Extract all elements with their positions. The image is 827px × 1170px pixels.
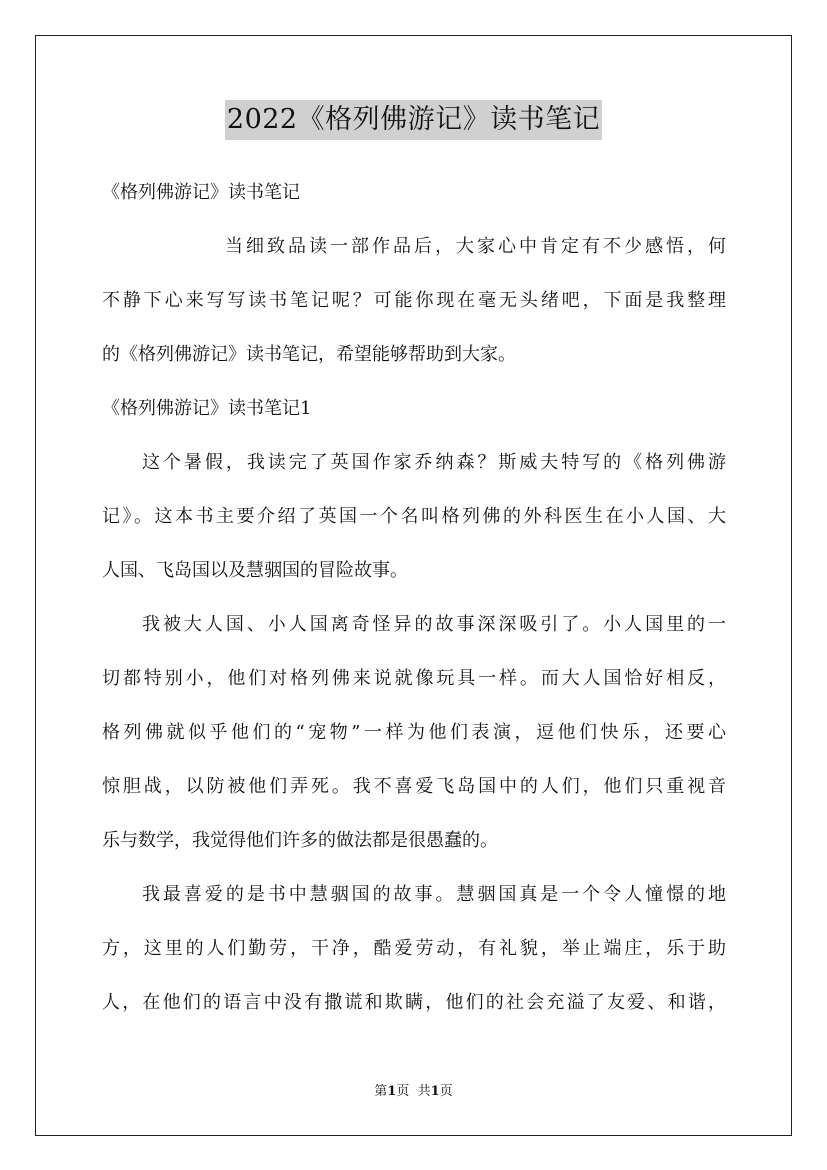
- paragraph-line: 这个暑假，我读完了英国作家乔纳森？斯威夫特写的《格列佛游: [142, 452, 726, 473]
- subtitle-line: 《格列佛游记》读书笔记: [102, 182, 300, 203]
- section-heading: 《格列佛游记》读书笔记1: [102, 398, 312, 419]
- page-footer: [0, 1082, 827, 1102]
- paragraph-line: 记》。这本书主要介绍了英国一个名叫格列佛的外科医生在小人国、大: [102, 506, 726, 527]
- page-prefix: 第: [374, 1084, 388, 1099]
- paragraph-line: 不静下心来写写读书笔记呢？可能你现在毫无头绪吧，下面是我整理: [102, 290, 726, 311]
- page-number: 1: [387, 1084, 397, 1099]
- paragraph-line: 人国、飞岛国以及慧骃国的冒险故事。: [102, 560, 408, 581]
- paragraph-line: 惊胆战，以防被他们弄死。我不喜爱飞岛国中的人们，他们只重视音: [102, 776, 726, 797]
- document-title: 2022《格列佛游记》读书笔记: [225, 100, 602, 140]
- document-body: [102, 170, 726, 1034]
- page-suffix: 页: [396, 1084, 410, 1099]
- paragraph-line: 方，这里的人们勤劳，干净，酷爱劳动，有礼貌，举止端庄，乐于助: [102, 938, 726, 959]
- paragraph-line: 我被大人国、小人国离奇怪异的故事深深吸引了。小人国里的一: [142, 614, 726, 635]
- total-suffix: 页: [439, 1084, 453, 1099]
- paragraph-line: 我最喜爱的是书中慧骃国的故事。慧骃国真是一个令人憧憬的地: [142, 884, 726, 905]
- page-total: 1: [430, 1084, 440, 1099]
- paragraph-line: 乐与数学，我觉得他们许多的做法都是很愚蠢的。: [102, 830, 498, 851]
- total-prefix: 共: [417, 1084, 431, 1099]
- paragraph-line: 当细致品读一部作品后，大家心中肯定有不少感悟，何: [225, 236, 726, 257]
- paragraph-line: 人，在他们的语言中没有撒谎和欺瞒，他们的社会充溢了友爱、和谐，: [102, 992, 726, 1013]
- paragraph-line: 格列佛就似乎他们的“宠物”一样为他们表演，逗他们快乐，还要心: [102, 722, 726, 743]
- paragraph-line: 切都特别小，他们对格列佛来说就像玩具一样。而大人国恰好相反，: [102, 668, 726, 689]
- title-container: [0, 100, 827, 140]
- paragraph-line: 的《格列佛游记》读书笔记，希望能够帮助到大家。: [102, 344, 516, 365]
